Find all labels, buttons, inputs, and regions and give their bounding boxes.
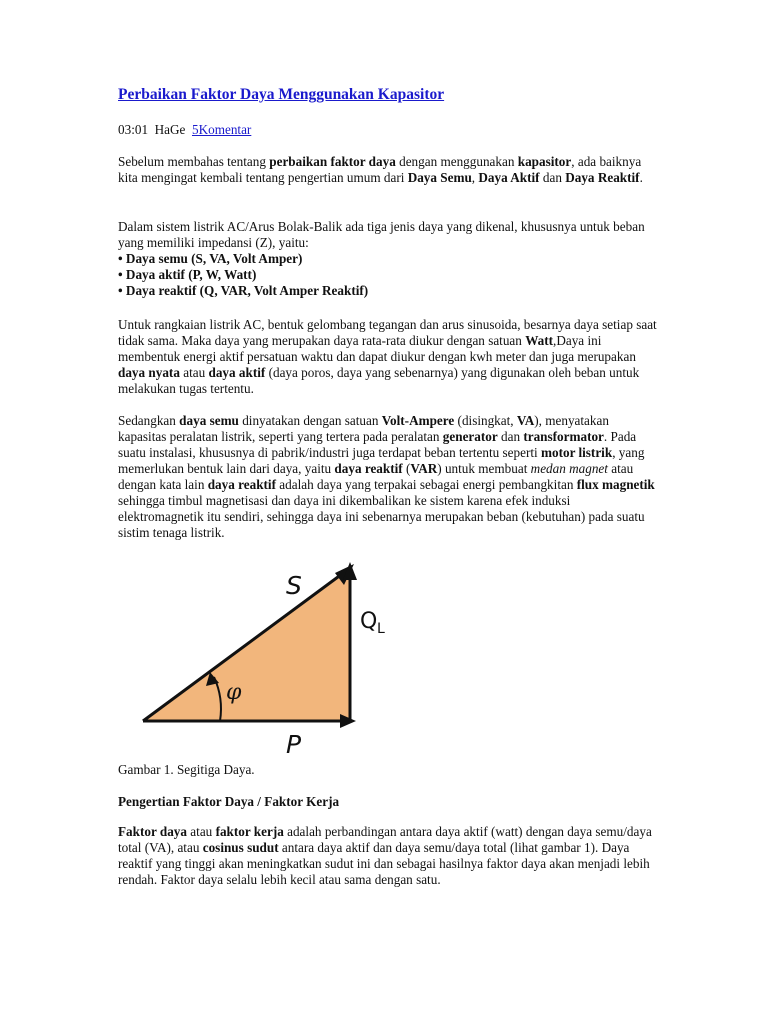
list-item: • Daya semu (S, VA, Volt Amper) bbox=[118, 251, 658, 267]
comments-link[interactable]: 5Komentar bbox=[192, 122, 252, 137]
apparent-power-paragraph: Sedangkan daya semu dinyatakan dengan satuan Volt-Ampere (disingkat, VA), menyatakan kapasitas peralatan listrik, seperti yang tertera pada peralatan generator dan transformator. Pada suatu instalasi, khususnya di pabrik/industri juga terdapat beban tertentu seperti motor listrik, yang memerlukan bentuk lain dari daya, yaitu daya reaktif (VAR) untuk membuat medan magnet atau dengan kata lain daya reaktif adalah daya yang terpakai sebagai energi pembangkitan flux magnetik sehingga timbul magnetisasi dan daya ini dikembalikan ke sistem karena efek induksi elektromagnetik itu sendiri, sehingga daya ini sebenarnya merupakan beban (kebutuhan) pada suatu sistim tenaga listrik. bbox=[118, 413, 655, 540]
post-time: 03:01 bbox=[118, 122, 149, 137]
post-title-link[interactable]: Perbaikan Faktor Daya Menggunakan Kapasitor bbox=[118, 86, 445, 103]
power-triangle-figure bbox=[118, 556, 418, 756]
power-types-paragraph bbox=[118, 219, 658, 299]
power-types-list bbox=[118, 251, 658, 299]
power-types-lead: Dalam sistem listrik AC/Arus Bolak-Balik ada tiga jenis daya yang dikenal, khususnya untuk beban yang memiliki impedansi (Z), yaitu: bbox=[118, 219, 645, 250]
figure-caption: Gambar 1. Segitiga Daya. bbox=[118, 762, 255, 777]
section-heading: Pengertian Faktor Daya / Faktor Kerja bbox=[118, 794, 340, 809]
label-p: P bbox=[286, 730, 302, 756]
power-factor-paragraph: Faktor daya atau faktor kerja adalah perbandingan antara daya aktif (watt) dengan daya semu/daya total (VA), atau cosinus sudut antara daya aktif dan daya semu/daya total (lihat gambar 1). Daya reaktif yang tinggi akan meningkatkan sudut ini dan sebagai hasilnya faktor daya akan menjadi lebih rendah. Faktor daya selalu lebih kecil atau sama dengan satu. bbox=[118, 824, 652, 887]
label-q-subscript: L bbox=[377, 621, 385, 637]
active-power-paragraph: Untuk rangkaian listrik AC, bentuk gelombang tegangan dan arus sinusoida, besarnya daya setiap saat tidak sama. Maka daya yang merupakan daya rata-rata diukur dengan satuan Watt,Daya ini membentuk energi aktif persatuan waktu dan dapat diukur dengan kwh meter dan juga merupakan daya nyata atau daya aktif (daya poros, daya yang sebenarnya) yang digunakan oleh beban untuk melakukan tugas tertentu. bbox=[118, 317, 657, 396]
list-item: • Daya reaktif (Q, VAR, Volt Amper Reaktif) bbox=[118, 283, 658, 299]
intro-paragraph: Sebelum membahas tentang perbaikan faktor daya dengan menggunakan kapasitor, ada baiknya kita mengingat kembali tentang pengertian umum dari Daya Semu, Daya Aktif dan Daya Reaktif. bbox=[118, 154, 643, 185]
label-s: S bbox=[286, 571, 302, 600]
list-item: • Daya aktif (P, W, Watt) bbox=[118, 267, 658, 283]
label-q: Q bbox=[360, 609, 378, 634]
post-meta bbox=[118, 122, 251, 138]
label-phi: φ bbox=[226, 680, 242, 705]
post-author: HaGe bbox=[154, 122, 186, 137]
power-triangle-diagram bbox=[118, 556, 418, 756]
